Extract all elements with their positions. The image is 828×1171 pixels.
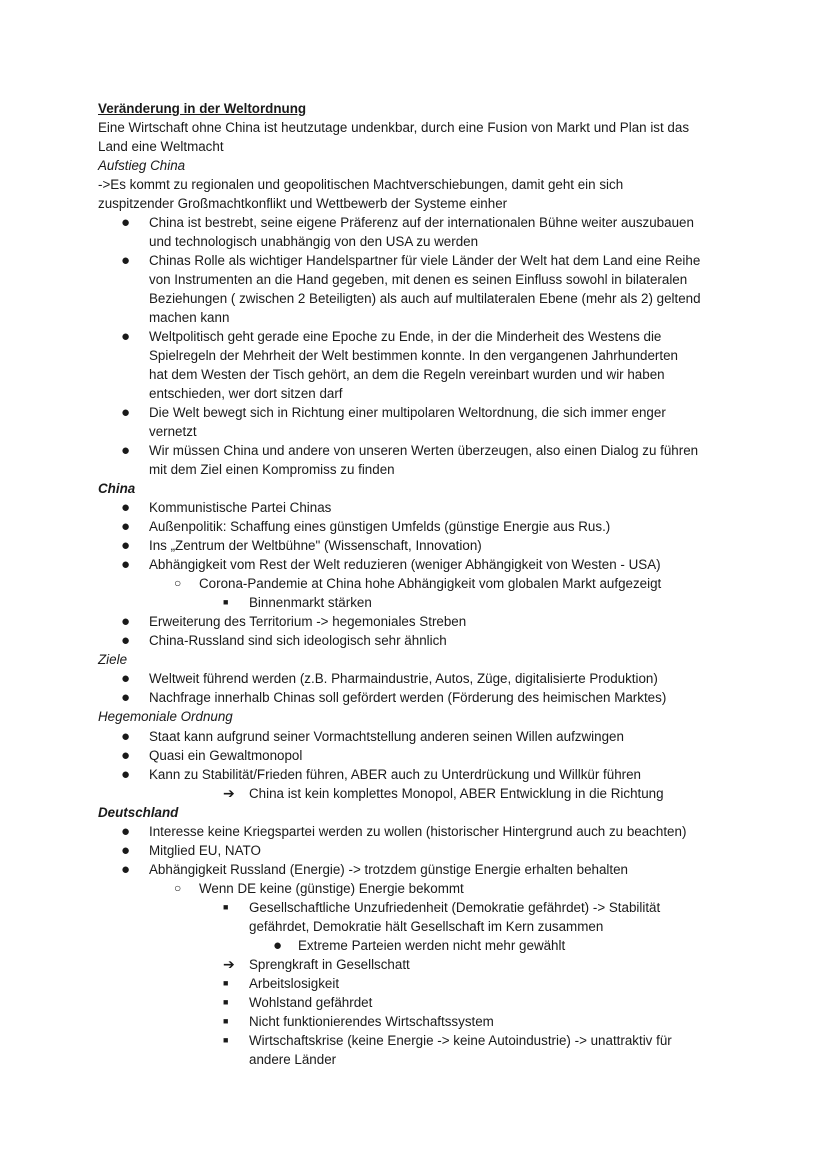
bullet-square-icon: ■ xyxy=(223,902,229,912)
sub-sub-list-item: Arbeitslosigkeit xyxy=(249,976,340,991)
sub-sub-list-item: Wirtschaftskrise (keine Energie -> keine Autoindustrie) -> unattraktiv für xyxy=(249,1033,672,1048)
section-lead: ->Es kommt zu regionalen und geopolitischen Machtverschiebungen, damit geht ein sich xyxy=(98,177,624,192)
bullet-dot-icon: ● xyxy=(121,328,131,345)
document-title: Veränderung in der Weltordnung xyxy=(98,101,307,116)
list-item: Wir müssen China und andere von unseren Werten überzeugen, also einen Dialog zu führen xyxy=(149,443,699,458)
arrow-item: Sprengkraft in Gesellschatt xyxy=(249,957,410,972)
bullet-dot-icon: ● xyxy=(121,766,131,783)
bullet-dot-icon: ● xyxy=(121,404,131,421)
bullet-dot-icon: ● xyxy=(121,499,131,516)
sub-sub-list-item: Wohlstand gefährdet xyxy=(249,995,373,1010)
section-heading-china: China xyxy=(98,481,136,496)
list-item: vernetzt xyxy=(149,424,197,439)
bullet-dot-icon: ● xyxy=(121,670,131,687)
intro-line: Eine Wirtschaft ohne China ist heutzutage undenkbar, durch eine Fusion von Markt und Plan ist das xyxy=(98,120,690,135)
sub-sub-list-item: Gesellschaftliche Unzufriedenheit (Demokratie gefährdet) -> Stabilität xyxy=(249,900,661,915)
deep-list-item: Extreme Parteien werden nicht mehr gewählt xyxy=(298,938,566,953)
list-item: von Instrumenten an die Hand gegeben, mit denen es seinen Einfluss sowohl in bilateralen xyxy=(149,272,688,287)
bullet-dot-icon: ● xyxy=(121,842,131,859)
list-item: Kann zu Stabilität/Frieden führen, ABER auch zu Unterdrückung und Willkür führen xyxy=(149,767,642,782)
arrow-right-icon: ➔ xyxy=(223,785,235,801)
sub-list-item: Corona-Pandemie at China hohe Abhängigkeit vom globalen Markt aufgezeigt xyxy=(199,576,662,591)
list-item: machen kann xyxy=(149,310,230,325)
list-item: mit dem Ziel einen Kompromiss zu finden xyxy=(149,462,395,477)
bullet-dot-icon: ● xyxy=(121,747,131,764)
arrow-right-icon: ➔ xyxy=(223,956,235,972)
list-item: Chinas Rolle als wichtiger Handelspartner für viele Länder der Welt hat dem Land eine Reihe xyxy=(149,253,701,268)
list-item: Weltweit führend werden (z.B. Pharmaindustrie, Autos, Züge, digitalisierte Produktion) xyxy=(149,671,658,686)
bullet-dot-icon: ● xyxy=(121,823,131,840)
list-item: Die Welt bewegt sich in Richtung einer multipolaren Weltordnung, die sich immer enger xyxy=(149,405,666,420)
list-item: und technologisch unabhängig von den USA zu werden xyxy=(149,234,479,249)
bullet-dot-icon: ● xyxy=(121,442,131,459)
section-heading-hegemonie: Hegemoniale Ordnung xyxy=(98,709,233,724)
list-item: Kommunistische Partei Chinas xyxy=(149,500,332,515)
list-item: Abhängigkeit vom Rest der Welt reduzieren (weniger Abhängigkeit von Westen - USA) xyxy=(149,557,661,572)
bullet-square-icon: ■ xyxy=(223,978,229,988)
list-item: China ist bestrebt, seine eigene Präferenz auf der internationalen Bühne weiter auszubauen xyxy=(149,215,694,230)
section-heading-ziele: Ziele xyxy=(98,652,128,667)
bullet-square-icon: ■ xyxy=(223,1016,229,1026)
list-item: Interesse keine Kriegspartei werden zu wollen (historischer Hintergrund auch zu beachten) xyxy=(149,824,687,839)
list-item: Nachfrage innerhalb Chinas soll gefördert werden (Förderung des heimischen Marktes) xyxy=(149,690,667,705)
sub-sub-list-item: Binnenmarkt stärken xyxy=(249,595,372,610)
arrow-item: China ist kein komplettes Monopol, ABER Entwicklung in die Richtung xyxy=(249,786,664,801)
list-item: entschieden, wer dort sitzen darf xyxy=(149,386,343,401)
bullet-circle-icon: ○ xyxy=(174,881,182,895)
bullet-dot-icon: ● xyxy=(121,689,131,706)
bullet-dot-icon: ● xyxy=(121,613,131,630)
list-item: Außenpolitik: Schaffung eines günstigen Umfelds (günstige Energie aus Rus.) xyxy=(149,519,611,534)
bullet-dot-icon: ● xyxy=(273,937,283,954)
list-item: Erweiterung des Territorium -> hegemoniales Streben xyxy=(149,614,467,629)
list-item: Ins „Zentrum der Weltbühne" (Wissenschaft, Innovation) xyxy=(149,538,482,553)
list-item: China-Russland sind sich ideologisch sehr ähnlich xyxy=(149,633,447,648)
list-item: Quasi ein Gewaltmonopol xyxy=(149,748,303,763)
list-item: Beziehungen ( zwischen 2 Beteiligten) als auch auf multilateralen Ebene (mehr als 2) geltend xyxy=(149,291,701,306)
sub-sub-list-item: gefährdet, Demokratie hält Gesellschaft im Kern zusammen xyxy=(249,919,604,934)
bullet-dot-icon: ● xyxy=(121,861,131,878)
list-item: hat dem Westen der Tisch gehört, an dem die Regeln vereinbart wurden und wir haben xyxy=(149,367,665,382)
bullet-dot-icon: ● xyxy=(121,728,131,745)
bullet-circle-icon: ○ xyxy=(174,576,182,590)
sub-sub-list-item: andere Länder xyxy=(249,1052,337,1067)
bullet-dot-icon: ● xyxy=(121,537,131,554)
bullet-dot-icon: ● xyxy=(121,556,131,573)
bullet-dot-icon: ● xyxy=(121,518,131,535)
sub-list-item: Wenn DE keine (günstige) Energie bekommt xyxy=(199,881,464,896)
list-item: Spielregeln der Mehrheit der Welt bestimmen konnte. In den vergangenen Jahrhunderten xyxy=(149,348,679,363)
bullet-square-icon: ■ xyxy=(223,1035,229,1045)
bullet-dot-icon: ● xyxy=(121,252,131,269)
list-item: Abhängigkeit Russland (Energie) -> trotzdem günstige Energie erhalten behalten xyxy=(149,862,629,877)
bullet-dot-icon: ● xyxy=(121,632,131,649)
sub-sub-list-item: Nicht funktionierendes Wirtschaftssystem xyxy=(249,1014,494,1029)
section-heading-aufstieg: Aufstieg China xyxy=(98,158,186,173)
section-heading-deutschland: Deutschland xyxy=(98,805,179,820)
bullet-square-icon: ■ xyxy=(223,597,229,607)
bullet-dot-icon: ● xyxy=(121,214,131,231)
intro-line: Land eine Weltmacht xyxy=(98,139,224,154)
list-item: Weltpolitisch geht gerade eine Epoche zu Ende, in der die Minderheit des Westens die xyxy=(149,329,662,344)
list-item: Mitglied EU, NATO xyxy=(149,843,261,858)
bullet-square-icon: ■ xyxy=(223,997,229,1007)
list-item: Staat kann aufgrund seiner Vormachtstellung anderen seinen Willen aufzwingen xyxy=(149,729,624,744)
section-lead: zuspitzender Großmachtkonflikt und Wettbewerb der Systeme einher xyxy=(98,196,508,211)
